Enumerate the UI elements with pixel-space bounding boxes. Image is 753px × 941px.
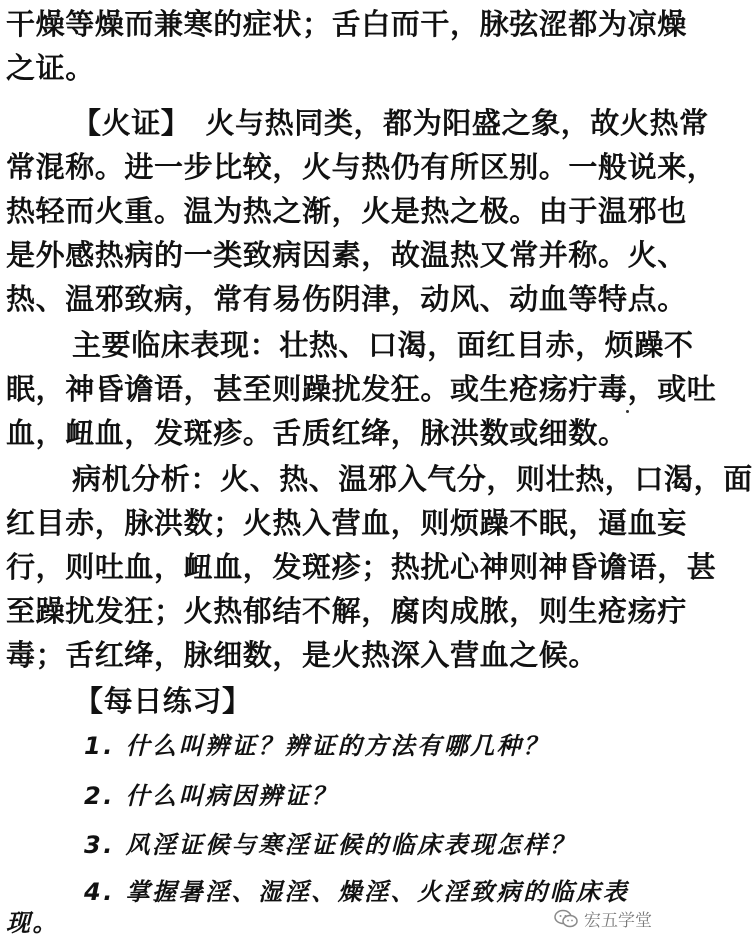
paragraph-line: 干燥等燥而兼寒的症状；舌白而干，脉弦涩都为凉燥 xyxy=(6,7,687,41)
watermark xyxy=(554,906,652,931)
exercise-item: 2. 什么叫病因辨证？ xyxy=(84,782,338,810)
paragraph-line: 至躁扰发狂；火热郁结不解，腐肉成脓，则生疮疡疔 xyxy=(6,594,687,628)
paragraph-line: 红目赤，脉洪数；火热入营血，则烦躁不眠，逼血妄 xyxy=(6,506,687,540)
scan-speck xyxy=(626,410,629,413)
paragraph-line: 行，则吐血，衄血，发斑疹；热扰心神则神昏谵语，甚 xyxy=(6,550,717,584)
exercise-item: 4. 掌握暑淫、湿淫、燥淫、火淫致病的临床表 xyxy=(84,878,630,906)
section-heading-daily-practice: 【每日练习】 xyxy=(74,684,252,718)
paragraph-line: 病机分析：火、热、温邪入气分，则壮热，口渴，面 xyxy=(72,462,753,496)
exercise-item: 1. 什么叫辨证？辨证的方法有哪几种？ xyxy=(84,732,550,760)
paragraph-line: 血，衄血，发斑疹。舌质红绛，脉洪数或细数。 xyxy=(6,416,628,450)
paragraph-line: 热、温邪致病，常有易伤阴津，动风、动血等特点。 xyxy=(6,282,687,316)
watermark-label: 宏五学堂 xyxy=(584,911,652,931)
paragraph-line: 主要临床表现：壮热、口渴，面红目赤，烦躁不 xyxy=(72,328,694,362)
paragraph-line: 之证。 xyxy=(6,51,95,85)
exercise-item-continuation: 现。 xyxy=(6,909,59,937)
paragraph-line: 是外感热病的一类致病因素，故温热又常并称。火、 xyxy=(6,238,687,272)
wechat-icon xyxy=(554,909,578,929)
exercise-item: 3. 风淫证候与寒淫证候的临床表现怎样？ xyxy=(84,831,577,859)
paragraph-line: 毒；舌红绛，脉细数，是火热深入营血之候。 xyxy=(6,638,599,672)
paragraph-line: 眠，神昏谵语，甚至则躁扰发狂。或生疮疡疔毒，或吐 xyxy=(6,372,717,406)
paragraph-line: 常混称。进一步比较，火与热仍有所区别。一般说来， xyxy=(6,150,717,184)
paragraph-line: 热轻而火重。温为热之渐，火是热之极。由于温邪也 xyxy=(6,194,687,228)
section-heading-fire-syndrome: 【火证】 火与热同类，都为阳盛之象，故火热常 xyxy=(72,106,709,140)
